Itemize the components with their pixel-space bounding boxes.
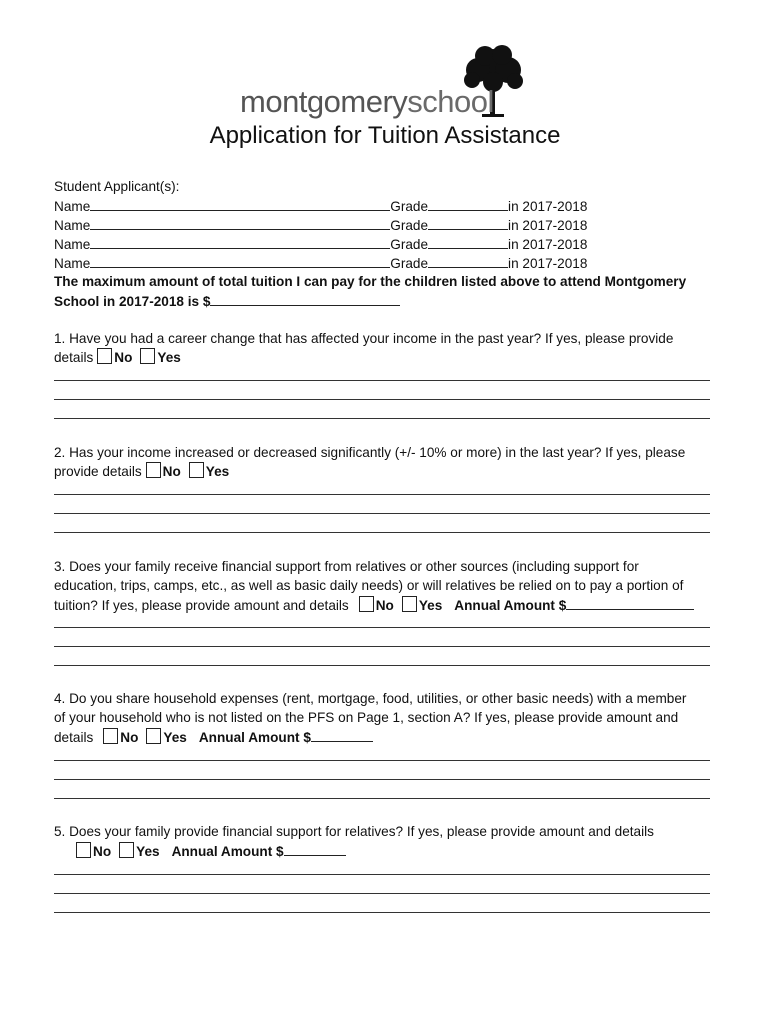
q1-answer-line[interactable] bbox=[54, 418, 710, 419]
q3-options bbox=[54, 595, 694, 615]
q4-answer-line[interactable] bbox=[54, 779, 710, 780]
logo-wordmark bbox=[240, 84, 494, 120]
no-label: No bbox=[114, 350, 133, 365]
q5-no-checkbox[interactable] bbox=[76, 842, 91, 858]
max-tuition-line1: The maximum amount of total tuition I can pay for the children listed above to attend Montgomery bbox=[54, 274, 687, 289]
grade-field[interactable] bbox=[428, 253, 508, 268]
max-tuition-line2: School in 2017-2018 is $ bbox=[54, 294, 211, 309]
q2-line1: 2. Has your income increased or decreased significantly (+/- 10% or more) in the last year? If yes, please bbox=[54, 445, 686, 460]
name-label: Name bbox=[54, 256, 91, 271]
page-title: Application for Tuition Assistance bbox=[209, 122, 561, 149]
applicants-heading: Student Applicant(s): bbox=[54, 179, 180, 194]
q3-no-checkbox[interactable] bbox=[359, 596, 374, 612]
applicant-row bbox=[54, 253, 587, 273]
q3-yes-checkbox[interactable] bbox=[402, 596, 417, 612]
grade-field[interactable] bbox=[428, 215, 508, 230]
q2-options bbox=[54, 462, 229, 481]
school-logo bbox=[240, 44, 530, 124]
no-label: No bbox=[162, 464, 181, 479]
logo-text-light: school bbox=[407, 84, 494, 119]
q2-line2: provide details bbox=[54, 464, 142, 479]
year-label: in 2017-2018 bbox=[508, 237, 588, 252]
no-label: No bbox=[93, 844, 112, 859]
q4-line1: 4. Do you share household expenses (rent, mortgage, food, utilities, or other basic needs) with a member bbox=[54, 691, 687, 706]
no-label: No bbox=[120, 730, 139, 745]
q1-line1: 1. Have you had a career change that has affected your income in the past year? If yes, please provide bbox=[54, 331, 674, 346]
name-field[interactable] bbox=[90, 215, 390, 230]
q4-line2: of your household who is not listed on the PFS on Page 1, section A? If yes, please provide amount and bbox=[54, 710, 679, 725]
q1-answer-line[interactable] bbox=[54, 380, 710, 381]
yes-label: Yes bbox=[136, 844, 160, 859]
name-field[interactable] bbox=[90, 196, 390, 211]
q3-answer-line[interactable] bbox=[54, 665, 710, 666]
q4-no-checkbox[interactable] bbox=[103, 728, 118, 744]
grade-label: Grade bbox=[390, 199, 429, 214]
q5-answer-line[interactable] bbox=[54, 893, 710, 894]
q5-options bbox=[72, 841, 346, 861]
year-label: in 2017-2018 bbox=[508, 199, 588, 214]
grade-label: Grade bbox=[390, 237, 429, 252]
q5-yes-checkbox[interactable] bbox=[119, 842, 134, 858]
q5-answer-line[interactable] bbox=[54, 874, 710, 875]
q1-options bbox=[54, 348, 181, 367]
q4-answer-line[interactable] bbox=[54, 798, 710, 799]
no-label: No bbox=[375, 598, 394, 613]
grade-label: Grade bbox=[390, 256, 429, 271]
q3-line2: education, trips, camps, etc., as well as basic daily needs) or will relatives be relied on to pay a portion of bbox=[54, 578, 684, 593]
applicant-row bbox=[54, 196, 587, 216]
name-label: Name bbox=[54, 199, 91, 214]
grade-label: Grade bbox=[390, 218, 429, 233]
name-label: Name bbox=[54, 237, 91, 252]
q3-answer-line[interactable] bbox=[54, 646, 710, 647]
q2-no-checkbox[interactable] bbox=[146, 462, 161, 478]
year-label: in 2017-2018 bbox=[508, 256, 588, 271]
q1-answer-line[interactable] bbox=[54, 399, 710, 400]
q4-line3: details bbox=[54, 730, 94, 745]
name-field[interactable] bbox=[90, 234, 390, 249]
q3-amount-field[interactable] bbox=[566, 595, 694, 610]
annual-amount-label: Annual Amount $ bbox=[171, 844, 284, 859]
name-field[interactable] bbox=[90, 253, 390, 268]
max-tuition-line2-row bbox=[54, 291, 400, 311]
q3-line1: 3. Does your family receive financial support from relatives or other sources (including support for bbox=[54, 559, 639, 574]
q5-line1: 5. Does your family provide financial support for relatives? If yes, please provide amount and details bbox=[54, 824, 654, 839]
max-tuition-field[interactable] bbox=[210, 291, 400, 306]
q5-amount-field[interactable] bbox=[284, 841, 346, 856]
logo-text-bold: montgomery bbox=[240, 84, 408, 119]
q4-yes-checkbox[interactable] bbox=[146, 728, 161, 744]
applicant-row bbox=[54, 234, 587, 254]
grade-field[interactable] bbox=[428, 234, 508, 249]
q2-answer-line[interactable] bbox=[54, 532, 710, 533]
q4-options bbox=[54, 727, 373, 747]
annual-amount-label: Annual Amount $ bbox=[454, 598, 567, 613]
year-label: in 2017-2018 bbox=[508, 218, 588, 233]
applicant-row bbox=[54, 215, 587, 235]
q2-answer-line[interactable] bbox=[54, 513, 710, 514]
q4-answer-line[interactable] bbox=[54, 760, 710, 761]
q4-amount-field[interactable] bbox=[311, 727, 373, 742]
grade-field[interactable] bbox=[428, 196, 508, 211]
yes-label: Yes bbox=[157, 350, 181, 365]
q5-answer-line[interactable] bbox=[54, 912, 710, 913]
q3-answer-line[interactable] bbox=[54, 627, 710, 628]
q3-line3: tuition? If yes, please provide amount and details bbox=[54, 598, 349, 613]
yes-label: Yes bbox=[418, 598, 443, 613]
yes-label: Yes bbox=[163, 730, 187, 745]
yes-label: Yes bbox=[205, 464, 230, 479]
q1-line2: details bbox=[54, 350, 94, 365]
q2-answer-line[interactable] bbox=[54, 494, 710, 495]
q1-no-checkbox[interactable] bbox=[97, 348, 112, 364]
q1-yes-checkbox[interactable] bbox=[140, 348, 155, 364]
annual-amount-label: Annual Amount $ bbox=[198, 730, 311, 745]
q2-yes-checkbox[interactable] bbox=[189, 462, 204, 478]
name-label: Name bbox=[54, 218, 91, 233]
